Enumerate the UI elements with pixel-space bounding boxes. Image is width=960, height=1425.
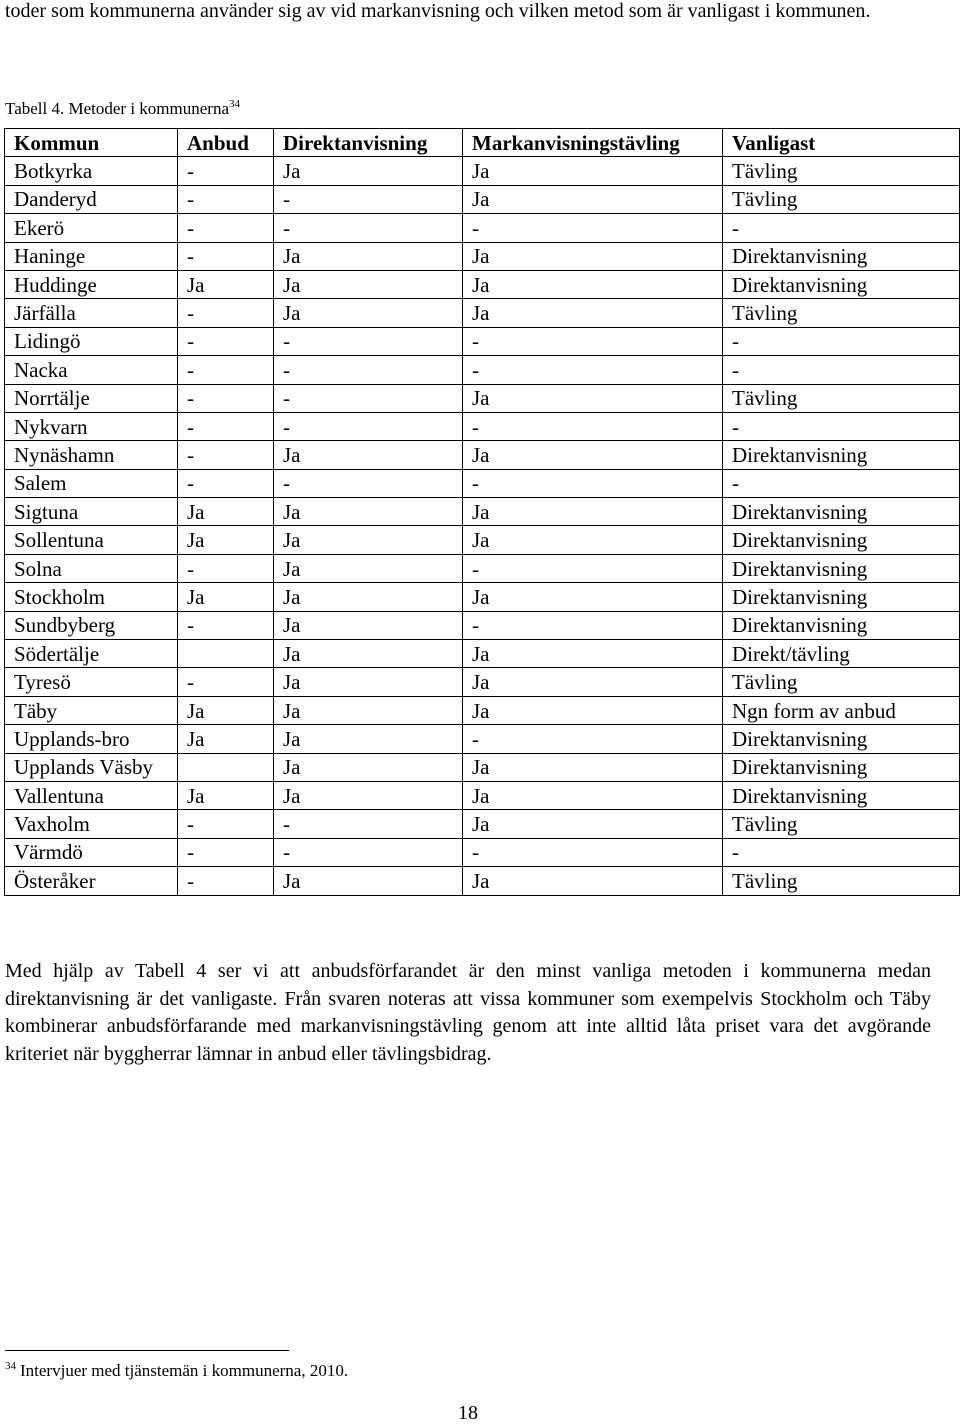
anbud-cell: - xyxy=(178,611,274,639)
vanligast-cell: Tävling xyxy=(723,384,960,412)
direktanvisning-cell: - xyxy=(274,384,463,412)
kommun-cell: Vaxholm xyxy=(5,810,178,838)
anbud-cell: - xyxy=(178,810,274,838)
direktanvisning-cell: Ja xyxy=(274,781,463,809)
direktanvisning-cell: Ja xyxy=(274,498,463,526)
vanligast-cell: Direktanvisning xyxy=(723,583,960,611)
markanvisningstavling-cell: Ja xyxy=(463,810,723,838)
markanvisningstavling-cell: Ja xyxy=(463,384,723,412)
kommun-cell: Upplands Väsby xyxy=(5,753,178,781)
anbud-cell: - xyxy=(178,299,274,327)
table-row xyxy=(5,469,960,497)
table-body xyxy=(5,157,960,895)
direktanvisning-cell: Ja xyxy=(274,157,463,185)
anbud-cell: - xyxy=(178,327,274,355)
anbud-cell xyxy=(178,640,274,668)
kommun-cell: Ekerö xyxy=(5,214,178,242)
vanligast-cell: Tävling xyxy=(723,299,960,327)
kommun-cell: Värmdö xyxy=(5,838,178,866)
markanvisningstavling-cell: - xyxy=(463,725,723,753)
markanvisningstavling-cell: Ja xyxy=(463,753,723,781)
kommun-cell: Täby xyxy=(5,696,178,724)
vanligast-cell: Tävling xyxy=(723,185,960,213)
kommun-cell: Södertälje xyxy=(5,640,178,668)
anbud-cell: - xyxy=(178,867,274,895)
vanligast-cell: - xyxy=(723,356,960,384)
footnote-reference: 34 xyxy=(229,98,240,110)
direktanvisning-cell: Ja xyxy=(274,611,463,639)
kommun-cell: Lidingö xyxy=(5,327,178,355)
table-row xyxy=(5,640,960,668)
markanvisningstavling-cell: Ja xyxy=(463,185,723,213)
vanligast-cell: - xyxy=(723,412,960,440)
markanvisningstavling-cell: Ja xyxy=(463,242,723,270)
direktanvisning-cell: - xyxy=(274,356,463,384)
anbud-cell: - xyxy=(178,384,274,412)
direktanvisning-cell: - xyxy=(274,412,463,440)
direktanvisning-cell: Ja xyxy=(274,696,463,724)
vanligast-cell: Direktanvisning xyxy=(723,441,960,469)
kommun-cell: Österåker xyxy=(5,867,178,895)
kommun-cell: Tyresö xyxy=(5,668,178,696)
table-row xyxy=(5,270,960,298)
markanvisningstavling-cell: Ja xyxy=(463,781,723,809)
markanvisningstavling-cell: - xyxy=(463,412,723,440)
table-row xyxy=(5,753,960,781)
table-caption xyxy=(5,99,240,119)
methods-table xyxy=(4,128,960,896)
kommun-cell: Sigtuna xyxy=(5,498,178,526)
table-row xyxy=(5,441,960,469)
markanvisningstavling-cell: - xyxy=(463,611,723,639)
kommun-cell: Salem xyxy=(5,469,178,497)
table-row xyxy=(5,696,960,724)
markanvisningstavling-cell: Ja xyxy=(463,270,723,298)
table-row xyxy=(5,356,960,384)
markanvisningstavling-cell: Ja xyxy=(463,640,723,668)
kommun-cell: Botkyrka xyxy=(5,157,178,185)
direktanvisning-cell: Ja xyxy=(274,668,463,696)
page-number: 18 xyxy=(458,1402,478,1424)
markanvisningstavling-cell: Ja xyxy=(463,299,723,327)
direktanvisning-cell: Ja xyxy=(274,299,463,327)
vanligast-cell: Tävling xyxy=(723,867,960,895)
anbud-cell xyxy=(178,753,274,781)
direktanvisning-cell: - xyxy=(274,185,463,213)
vanligast-cell: Direkt/tävling xyxy=(723,640,960,668)
kommun-cell: Vallentuna xyxy=(5,781,178,809)
markanvisningstavling-cell: - xyxy=(463,554,723,582)
kommun-cell: Sundbyberg xyxy=(5,611,178,639)
kommun-cell: Nykvarn xyxy=(5,412,178,440)
anbud-cell: Ja xyxy=(178,526,274,554)
footnote xyxy=(5,1361,348,1381)
markanvisningstavling-cell: Ja xyxy=(463,441,723,469)
direktanvisning-cell: - xyxy=(274,838,463,866)
kommun-cell: Upplands-bro xyxy=(5,725,178,753)
header-direktanvisning: Direktanvisning xyxy=(274,129,463,157)
intro-text: toder som kommunerna använder sig av vid markanvisning och vilken metod som är vanligast i kommunen. xyxy=(5,0,871,22)
direktanvisning-cell: Ja xyxy=(274,526,463,554)
table-row xyxy=(5,327,960,355)
markanvisningstavling-cell: Ja xyxy=(463,696,723,724)
direktanvisning-cell: - xyxy=(274,327,463,355)
vanligast-cell: - xyxy=(723,327,960,355)
markanvisningstavling-cell: - xyxy=(463,469,723,497)
anbud-cell: - xyxy=(178,242,274,270)
markanvisningstavling-cell: Ja xyxy=(463,668,723,696)
anbud-cell: - xyxy=(178,412,274,440)
table-row xyxy=(5,867,960,895)
markanvisningstavling-cell: - xyxy=(463,838,723,866)
vanligast-cell: Tävling xyxy=(723,810,960,838)
kommun-cell: Solna xyxy=(5,554,178,582)
vanligast-cell: Direktanvisning xyxy=(723,498,960,526)
footnote-text: Intervjuer med tjänstemän i kommunerna, 2010. xyxy=(20,1361,349,1380)
vanligast-cell: Direktanvisning xyxy=(723,725,960,753)
markanvisningstavling-cell: Ja xyxy=(463,498,723,526)
direktanvisning-cell: Ja xyxy=(274,583,463,611)
kommun-cell: Huddinge xyxy=(5,270,178,298)
table-row xyxy=(5,384,960,412)
markanvisningstavling-cell: - xyxy=(463,356,723,384)
markanvisningstavling-cell: - xyxy=(463,327,723,355)
vanligast-cell: - xyxy=(723,214,960,242)
vanligast-cell: Tävling xyxy=(723,157,960,185)
direktanvisning-cell: Ja xyxy=(274,242,463,270)
vanligast-cell: Tävling xyxy=(723,668,960,696)
table-row xyxy=(5,157,960,185)
table-row xyxy=(5,725,960,753)
header-markanvisningstavling: Markanvisningstävling xyxy=(463,129,723,157)
table-row xyxy=(5,611,960,639)
table-row xyxy=(5,498,960,526)
footnote-separator xyxy=(5,1350,289,1351)
table-row xyxy=(5,185,960,213)
header-vanligast: Vanligast xyxy=(723,129,960,157)
table-row xyxy=(5,299,960,327)
direktanvisning-cell: - xyxy=(274,214,463,242)
markanvisningstavling-cell: Ja xyxy=(463,157,723,185)
table-row xyxy=(5,554,960,582)
table-row xyxy=(5,668,960,696)
anbud-cell: Ja xyxy=(178,725,274,753)
anbud-cell: Ja xyxy=(178,270,274,298)
table-row xyxy=(5,583,960,611)
anbud-cell: - xyxy=(178,838,274,866)
markanvisningstavling-cell: Ja xyxy=(463,867,723,895)
anbud-cell: - xyxy=(178,157,274,185)
anbud-cell: - xyxy=(178,441,274,469)
header-anbud: Anbud xyxy=(178,129,274,157)
table-row xyxy=(5,838,960,866)
vanligast-cell: Direktanvisning xyxy=(723,611,960,639)
direktanvisning-cell: Ja xyxy=(274,640,463,668)
vanligast-cell: Direktanvisning xyxy=(723,270,960,298)
direktanvisning-cell: Ja xyxy=(274,554,463,582)
vanligast-cell: Direktanvisning xyxy=(723,526,960,554)
anbud-cell: - xyxy=(178,668,274,696)
direktanvisning-cell: Ja xyxy=(274,725,463,753)
vanligast-cell: - xyxy=(723,469,960,497)
direktanvisning-cell: Ja xyxy=(274,753,463,781)
direktanvisning-cell: Ja xyxy=(274,270,463,298)
markanvisningstavling-cell: - xyxy=(463,214,723,242)
anbud-cell: Ja xyxy=(178,781,274,809)
table-caption-text: Tabell 4. Metoder i kommunerna xyxy=(5,99,229,118)
direktanvisning-cell: Ja xyxy=(274,867,463,895)
anbud-cell: Ja xyxy=(178,583,274,611)
table-row xyxy=(5,781,960,809)
markanvisningstavling-cell: Ja xyxy=(463,526,723,554)
kommun-cell: Haninge xyxy=(5,242,178,270)
table-row xyxy=(5,412,960,440)
footnote-number: 34 xyxy=(5,1360,16,1372)
table-row xyxy=(5,242,960,270)
vanligast-cell: Direktanvisning xyxy=(723,753,960,781)
header-kommun: Kommun xyxy=(5,129,178,157)
anbud-cell: - xyxy=(178,356,274,384)
kommun-cell: Danderyd xyxy=(5,185,178,213)
anbud-cell: - xyxy=(178,554,274,582)
vanligast-cell: Direktanvisning xyxy=(723,554,960,582)
markanvisningstavling-cell: Ja xyxy=(463,583,723,611)
vanligast-cell: Direktanvisning xyxy=(723,242,960,270)
direktanvisning-cell: - xyxy=(274,469,463,497)
anbud-cell: - xyxy=(178,214,274,242)
direktanvisning-cell: Ja xyxy=(274,441,463,469)
anbud-cell: - xyxy=(178,185,274,213)
anbud-cell: Ja xyxy=(178,498,274,526)
table-row xyxy=(5,526,960,554)
vanligast-cell: Direktanvisning xyxy=(723,781,960,809)
direktanvisning-cell: - xyxy=(274,810,463,838)
vanligast-cell: - xyxy=(723,838,960,866)
vanligast-cell: Ngn form av anbud xyxy=(723,696,960,724)
kommun-cell: Nacka xyxy=(5,356,178,384)
kommun-cell: Norrtälje xyxy=(5,384,178,412)
kommun-cell: Stockholm xyxy=(5,583,178,611)
anbud-cell: Ja xyxy=(178,696,274,724)
anbud-cell: - xyxy=(178,469,274,497)
kommun-cell: Järfälla xyxy=(5,299,178,327)
kommun-cell: Sollentuna xyxy=(5,526,178,554)
body-paragraph: Med hjälp av Tabell 4 ser vi att anbudsförfarandet är den minst vanliga metoden i kommunerna medan direktanvisning är det vanligaste. Från svaren noteras att vissa kommuner som exempelvis Stockholm och Täby kombinerar anbudsförfarande med markanvisningstävling genom att inte alltid låta priset vara det avgörande kriteriet när byggherrar lämnar in anbud eller tävlingsbidrag. xyxy=(5,960,931,1065)
table-header-row xyxy=(5,129,960,157)
table-row xyxy=(5,214,960,242)
table-row xyxy=(5,810,960,838)
kommun-cell: Nynäshamn xyxy=(5,441,178,469)
